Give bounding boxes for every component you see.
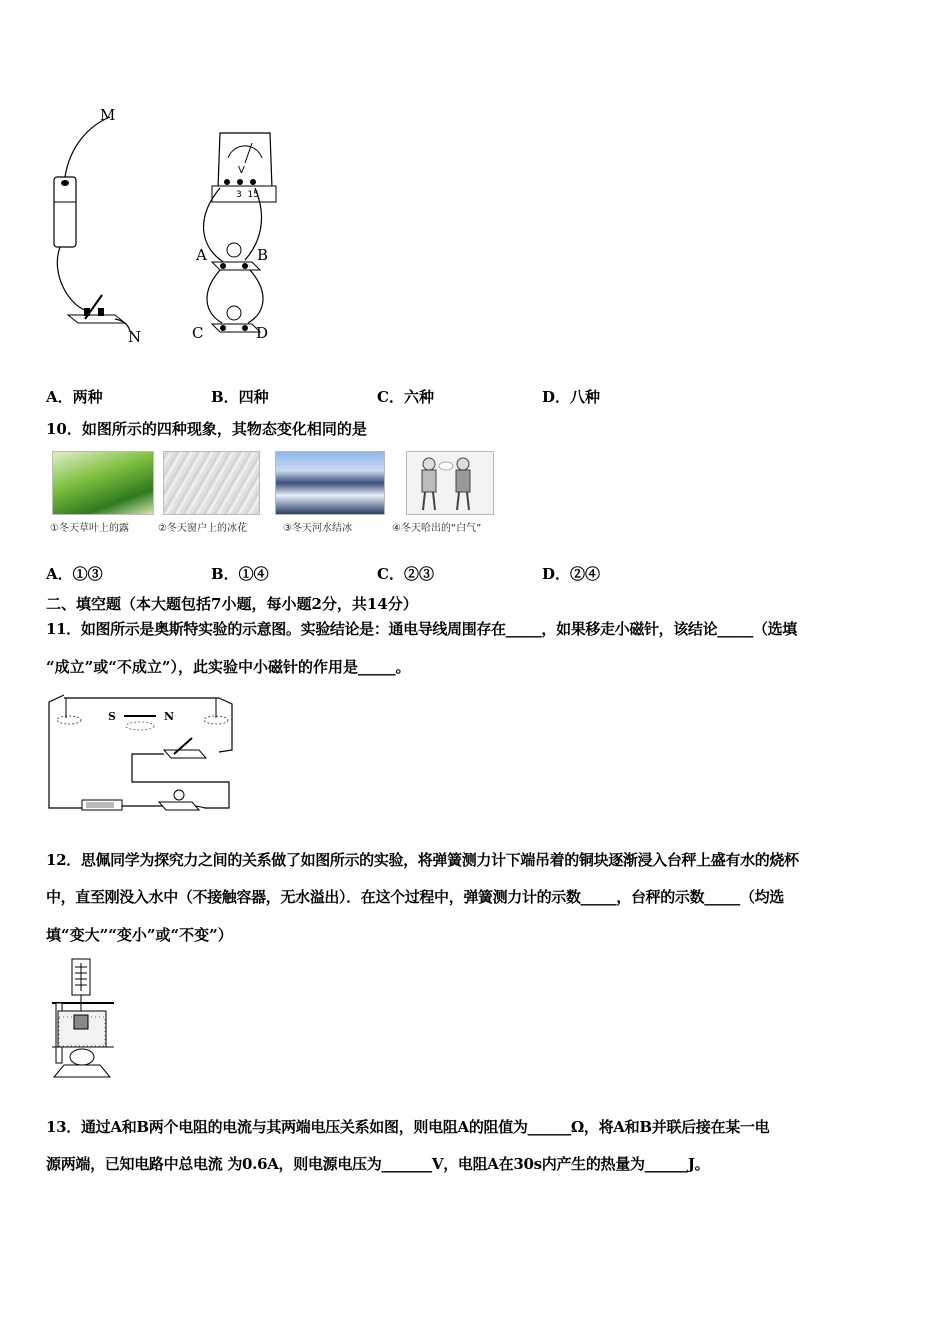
voltmeter-v-label: V [238,165,245,176]
q9-option-c[interactable]: C．六种 [377,388,434,406]
caption-ice: ③冬天河水结冰 [283,523,352,534]
label-n: N [128,328,142,346]
window-frost-image [163,451,260,515]
oersted-circuit-figure [44,690,239,815]
section-title: 二、填空题（本大题包括7小题，每小题2分，共14分） [46,595,418,613]
q10-stem: 10．如图所示的四种现象，其物态变化相同的是 [46,420,367,438]
magnet-n-label: N [164,710,175,723]
q9-option-d[interactable]: D．八种 [542,388,601,406]
caption-frost: ②冬天窗户上的冰花 [158,523,247,534]
q13-line-2: 源两端，已知电路中总电流 为0.6A，则电源电压为_______V，电阻A在30s内产生的热量为______J。 [46,1155,710,1173]
caption-dew: ①冬天草叶上的露 [50,523,129,534]
battery-switch-figure [40,105,160,350]
voltmeter-scale-label: 3 15 [236,190,259,200]
q10-option-a[interactable]: A．①③ [46,565,103,583]
label-b: B [257,246,269,264]
magnet-s-label: S [108,710,116,723]
label-m: M [100,106,116,124]
q11-line-2: “成立”或“不成立”），此实验中小磁针的作用是_____。 [46,658,411,676]
caption-breath: ④冬天哈出的“白气” [392,523,482,534]
q9-option-a[interactable]: A．两种 [46,388,103,406]
label-a: A [196,246,207,264]
q11-line-1: 11．如图所示是奥斯特实验的示意图。实验结论是：通电导线周围存在_____，如果移走小磁针，该结论_____（选填 [46,620,797,638]
voltmeter-bulbs-figure [190,128,285,348]
river-freezing-image [275,451,385,515]
label-d: D [256,324,269,342]
label-c: C [192,324,204,342]
spring-scale-beaker-figure [44,955,124,1080]
q12-line-2: 中，直至刚没入水中（不接触容器，无水溢出）．在这个过程中，弹簧测力计的示数_____，台秤的示数_____（均选 [46,888,784,906]
q12-line-1: 12．思佩同学为探究力之间的关系做了如图所示的实验，将弹簧测力计下端吊着的铜块逐渐浸入台秤上盛有水的烧杯 [46,851,799,869]
q10-option-d[interactable]: D．②④ [542,565,601,583]
dew-on-grass-image [52,451,154,515]
q10-option-c[interactable]: C．②③ [377,565,434,583]
q10-option-b[interactable]: B．①④ [211,565,269,583]
q12-line-3: 填“变大”“变小”或“不变”） [46,926,233,944]
q13-line-1: 13．通过A和B两个电阻的电流与其两端电压关系如图，则电阻A的阻值为______Ω，将A和B并联后接在某一电 [46,1118,770,1136]
breath-white-air-image [406,451,494,515]
q9-option-b[interactable]: B．四种 [211,388,269,406]
